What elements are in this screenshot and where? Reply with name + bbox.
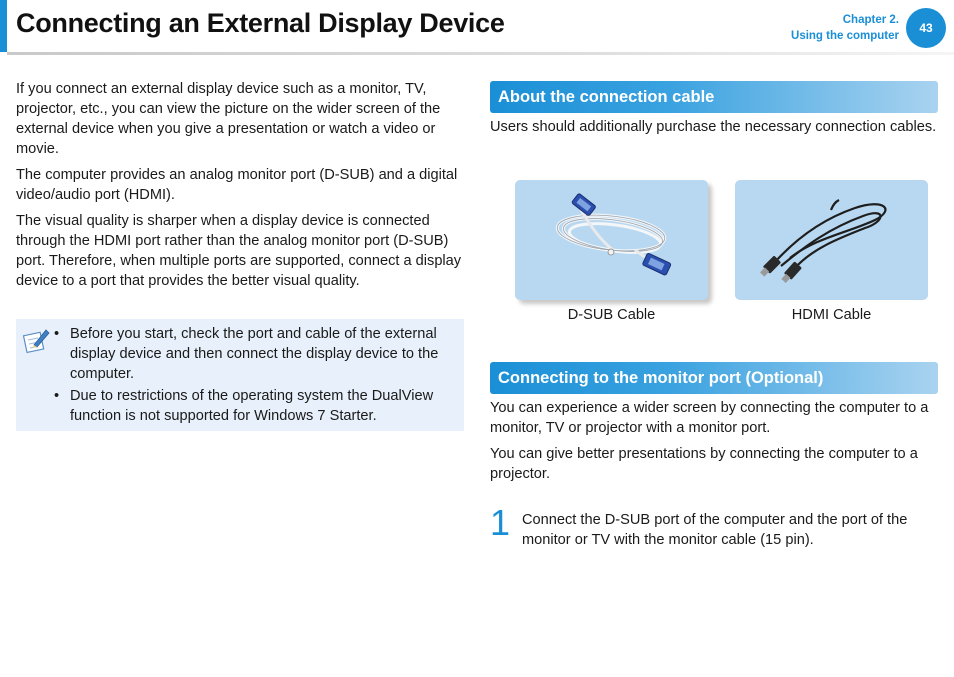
- note-pencil-icon: [22, 325, 50, 355]
- connection-cable-text: Users should additionally purchase the necessary connection cables.: [490, 119, 937, 135]
- hdmi-cable-image: [735, 180, 928, 300]
- chapter-label: [791, 12, 899, 44]
- title-divider: [7, 52, 954, 55]
- monitor-port-text: [490, 398, 940, 490]
- note-box: [16, 319, 464, 431]
- chapter-subtitle: Using the computer: [791, 30, 899, 42]
- note-list: [54, 324, 454, 428]
- intro-paragraph: If you connect an external display device such as a monitor, TV, projector, etc., you can view the picture on the wider screen of the external device when you give a presentation or watch a video or movie.: [16, 81, 441, 157]
- hdmi-cable-caption: HDMI Cable: [791, 307, 872, 323]
- intro-text: [16, 79, 466, 297]
- dsub-cable-icon: [515, 180, 708, 300]
- chapter-number: Chapter 2.: [842, 14, 899, 26]
- step-text: Connect the D-SUB port of the computer and the port of the monitor or TV with the monitor cable (15 pin).: [522, 512, 908, 548]
- page-title: Connecting an External Display Device: [16, 8, 505, 38]
- hdmi-cable-icon: [735, 180, 928, 300]
- intro-paragraph: The visual quality is sharper when a display device is connected through the HDMI port rather than the analog monitor port (D-SUB) port. Therefore, when multiple ports are supported, connect a display device to a port that provides the better visual quality.: [16, 213, 462, 289]
- section-heading-connection-cable: About the connection cable: [490, 81, 938, 113]
- intro-paragraph: The computer provides an analog monitor port (D-SUB) and a digital video/audio port (HDMI).: [16, 167, 458, 203]
- monitor-port-paragraph: You can give better presentations by connecting the computer to a projector.: [490, 446, 918, 482]
- note-item-text: Due to restrictions of the operating system the DualView function is not supported for Windows 7 Starter.: [70, 388, 434, 424]
- monitor-port-paragraph: You can experience a wider screen by connecting the computer to a monitor, TV or projector with a monitor port.: [490, 400, 929, 436]
- header-accent-bar: [0, 0, 7, 52]
- dsub-cable-caption: D-SUB Cable: [567, 307, 656, 323]
- section-heading-monitor-port: Connecting to the monitor port (Optional): [490, 362, 938, 394]
- note-item: • Before you start, check the port and cable of the external display device and then connect the display device to the computer.: [54, 326, 439, 382]
- step-number: 1: [490, 502, 511, 543]
- dsub-cable-image: [515, 180, 708, 300]
- note-item: • Due to restrictions of the operating system the DualView function is not supported for Windows 7 Starter.: [54, 388, 434, 424]
- note-item-text: Before you start, check the port and cable of the external display device and then connect the display device to the computer.: [70, 326, 439, 382]
- page-number-badge: 43: [906, 8, 946, 48]
